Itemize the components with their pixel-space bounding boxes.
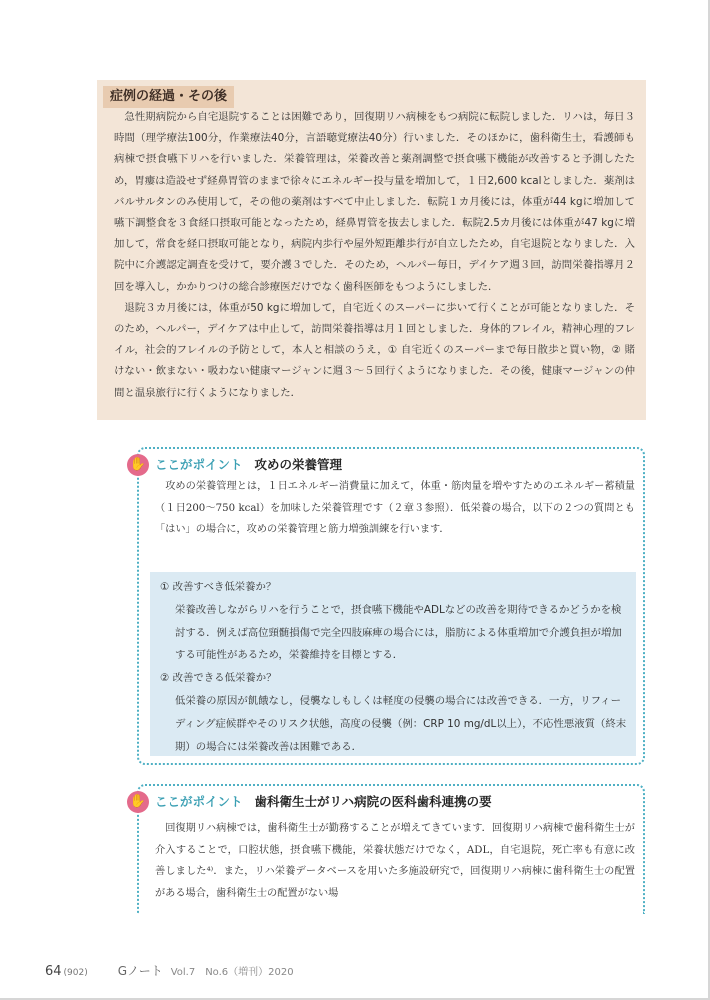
page-number: 64: [45, 964, 62, 979]
case-section-text: [114, 107, 635, 404]
question-heading: ① 改善すべき低栄養か？: [160, 581, 277, 593]
case-section-title: 症例の経過・その後: [103, 86, 234, 108]
point-heading: [155, 455, 342, 475]
point-hand-icon: ✋: [127, 791, 149, 813]
journal-name: Gノート: [117, 964, 163, 978]
point-title: 歯科衛生士がリハ病院の医科歯科連携の要: [254, 794, 492, 809]
point-label: ここがポイント: [155, 457, 243, 472]
page-footer: [45, 962, 294, 980]
case-paragraph: 退院３カ月後には，体重が50 kgに増加して，自宅近くのスーパーに歩いて行くことが可能となりました．そのため，ヘルパー，デイケアは中止して，訪問栄養指導は月１回としました．身体的フレイル，精神心理的フレイル，社会的フレイルの予防として，本人と相談のうえ，① 自宅近くのスーパーまで毎日散歩と買い物，② 賭けない・飲まない・吸わない健康マージャンに週３～５回行くようになりました．その後，健康マージャンの仲間と温泉旅行に行くようになりました．: [114, 301, 635, 399]
question-answer: 栄養改善しながらリハを行うことで，摂食嚥下機能やADLなどの改善を期待できるかどうかを検討する．例えば高位頸髄損傷で完全四肢麻痺の場合には，脂肪による体重増加で介護負担が増加する可能性があるため，栄養維持を目標とする．: [175, 603, 622, 662]
page-number-sub: (902): [63, 968, 88, 978]
point-paragraph: 攻めの栄養管理とは，１日エネルギー消費量に加えて，体重・筋肉量を増やすためのエネルギー蓄積量（１日200～750 kcal）を加味した栄養管理です（２章３参照）．低栄養の場合，以下の２つの質問とも「はい」の場合に，攻めの栄養管理と筋力増強訓練を行います．: [155, 481, 635, 535]
point-body: [155, 476, 635, 541]
point-hand-icon: ✋: [127, 454, 149, 476]
point-paragraph: 回復期リハ病棟では，歯科衛生士が勤務することが増えてきています．回復期リハ病棟で歯科衛生士が介入することで，口腔状態，摂食嚥下機能，栄養状態だけでなく，ADL，自宅退院，死亡率も有意に改善しました⁴⁾．また，リハ栄養データベースを用いた多施設研究で，回復期リハ病棟に歯科衛生士の配置がある場合，歯科衛生士の配置がない場: [155, 823, 635, 899]
journal-volume: Vol.7 No.6（増刊）2020: [170, 967, 294, 978]
point-body: [155, 818, 635, 904]
question-list: [160, 576, 630, 758]
point-label: ここがポイント: [155, 794, 243, 809]
question-answer: 低栄養の原因が飢餓なし，侵襲なしもしくは軽度の侵襲の場合には改善できる．一方，リフィーディング症候群やそのリスク状態，高度の侵襲（例：CRP 10 mg/dL以上），不応性悪液質（終末期）の場合には栄養改善は困難である．: [175, 694, 627, 753]
question-heading: ② 改善できる低栄養か？: [160, 672, 277, 685]
point-heading: [155, 792, 492, 812]
point-title: 攻めの栄養管理: [254, 457, 343, 472]
case-paragraph: 急性期病院から自宅退院することは困難であり，回復期リハ病棟をもつ病院に転院しました．リハは，毎日３時間（理学療法100分，作業療法40分，言語聴覚療法40分）行いました．そのほかに，歯科衛生士，看護師も病棟で摂食嚥下リハを行いました．栄養管理は，栄養改善と薬剤調整で摂食嚥下機能が改善すると予測したため，胃瘻は造設せず経鼻胃管のままで徐々にエネルギー投与量を増加して，１日2,600 kcalとしました．薬剤はバルサルタンのみ使用して，その他の薬剤はすべて中止しました．転院１カ月後には，体重が44 kgに増加して嚥下調整食を３食経口摂取可能となったため，経鼻胃管を抜去しました．転院2.5カ月後には体重が47 kgに増加して，常食を経口摂取可能となり，病院内歩行や屋外短距離歩行が自立したため，自宅退院となりました．入院中に介護認定調査を受けて，要介護３でした．そのため，ヘルパー毎日，デイケア週３回，訪問栄養指導月２回を導入し，かかりつけの総合診療医だけでなく歯科医師をもつようにしました．: [114, 111, 635, 293]
